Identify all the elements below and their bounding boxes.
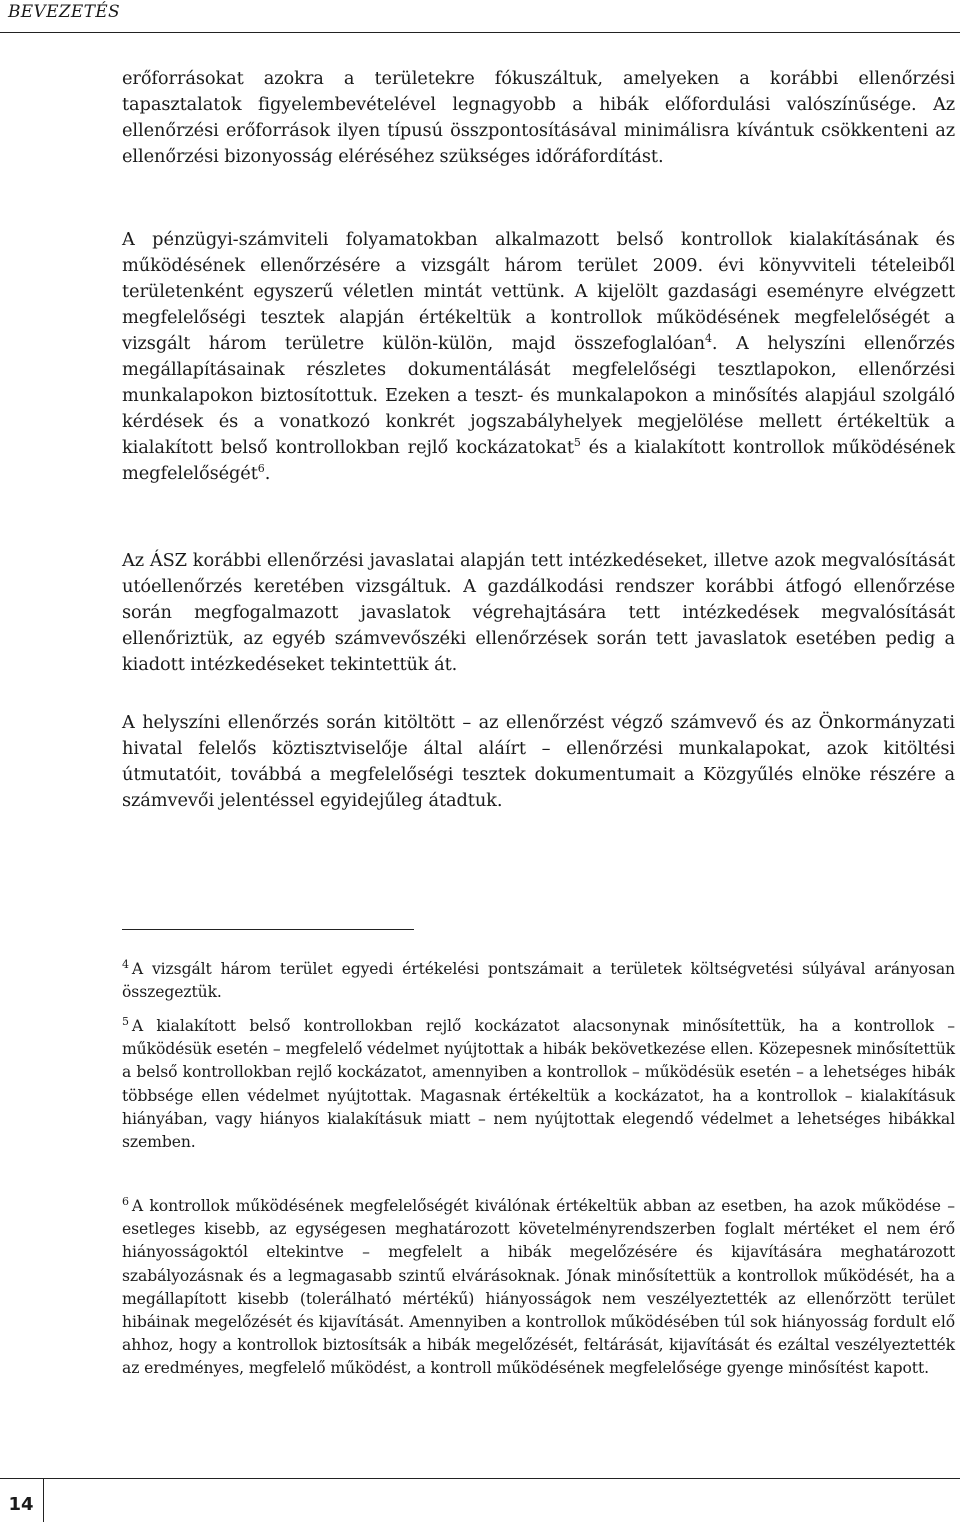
paragraph-text: Az ÁSZ korábbi ellenőrzési javaslatai alapján tett intézkedéseket, illetve azok megvalósítását utóellenőrzés keretében vizsgáltuk. A gazdálkodási rendszer korábbi átfogó ellenőrzése során megfogalmazott javaslatok végrehajtására tett intézkedések megvalósítását ellenőriztük, az egyéb számvevőszéki ellenőrzések során tett javaslatok esetében pedig a kiadott intézkedéseket tekintettük át. <box>122 550 955 675</box>
body-paragraph <box>122 227 955 487</box>
paragraph-text: . <box>264 463 271 484</box>
footnote-text: A vizsgált három terület egyedi értékelési pontszámait a területek költségvetési súlyával arányosan összegeztük. <box>122 960 955 1002</box>
running-header-title: BEVEZETÉS <box>8 2 120 22</box>
footnote-ref-4[interactable]: 4 <box>705 332 712 346</box>
footnote-text: A kialakított belső kontrollokban rejlő kockázatot alacsonynak minősítettük, ha a kontrollok – működésük esetén – megfelelő védelmet nyújtottak a hibák bekövetkezése ellen. Közepesnek minősítettük a belső kontrollokban rejlő kockázatot, amennyiben a kontrollok – működésük esetén – a lehetséges hibák többsége ellen védelmet nyújtottak. Magasnak értékeltük a kockázatot, ha a kontrollok – kialakításuk hiányában, vagy hiányos kialakításuk miatt – nem nyújtottak elegendő védelmet a lehetséges hibákkal szemben. <box>122 1017 955 1152</box>
footer-rule <box>0 1478 960 1479</box>
footnote <box>122 1195 955 1381</box>
body-paragraph <box>122 710 955 814</box>
footnote-number: 4 <box>122 957 129 971</box>
paragraph-text: és a kialakított kontrollok működésének megfelelőségét <box>122 437 956 484</box>
footnote <box>122 1015 955 1154</box>
footnote-separator <box>122 929 414 930</box>
footnote-ref-6[interactable]: 6 <box>257 462 265 476</box>
footnote-ref-5[interactable]: 5 <box>573 436 581 450</box>
page-number-divider <box>43 1479 44 1522</box>
body-paragraph <box>122 548 955 678</box>
page-number: 14 <box>8 1494 34 1515</box>
footnote-number: 6 <box>122 1194 129 1208</box>
paragraph-text: erőforrásokat azokra a területekre fókuszáltuk, amelyeken a korábbi ellenőrzési tapasztalatok figyelembevételével legnagyobb a hibák előfordulási valószínűsége. Az ellenőrzési erőforrások ilyen típusú összpontosításával minimálisra kívántuk csökkenteni az ellenőrzési bizonyosság eléréséhez szükséges időráfordítást. <box>122 68 955 167</box>
paragraph-text: A pénzügyi-számviteli folyamatokban alkalmazott belső kontrollok kialakításának és működésének ellenőrzésére a vizsgált három terület 2009. évi könyvviteli tételeiből területenként egyszerű véletlen mintát vettünk. A kijelölt gazdasági eseményre elvégzett megfelelőségi tesztek alapján értékeltük a kontrollok működésének megfelelőségét a vizsgált három területre külön-külön, majd összefoglalóan <box>122 229 955 354</box>
footnote <box>122 958 955 1004</box>
paragraph-text: A helyszíni ellenőrzés során kitöltött – az ellenőrzést végző számvevő és az Önkormányzati hivatal felelős köztisztviselője által aláírt – ellenőrzési munkalapokat, azok kitöltési útmutatóit, továbbá a megfelelőségi tesztek dokumentumait a Közgyűlés elnöke részére a számvevői jelentéssel egyidejűleg átadtuk. <box>122 712 955 811</box>
header-rule <box>0 32 960 33</box>
paragraph-text: . A helyszíni ellenőrzés megállapításainak részletes dokumentálását megfelelőségi tesztlapokon, ellenőrzési munkalapokon biztosítottuk. Ezeken a teszt- és munkalapokon a minősítés alapjául szolgáló kérdések és a vonatkozó konkrét jogszabályhelyek megjelölése mellett értékeltük a kialakított belső kontrollokban rejlő kockázatokat <box>122 333 955 458</box>
footnote-number: 5 <box>122 1014 129 1028</box>
footnote-text: A kontrollok működésének megfelelőségét kiválónak értékeltük abban az esetben, ha azok működése – esetleges kisebb, az egységesen meghatározott követelményrendszerben foglalt mértéket el nem érő hiányosságoktól eltekintve – megfelelt a hibák megelőzésére és kijavítására meghatározott szabályozásnak és a legmagasabb szintű elvárásoknak. Jónak minősítettük a kontrollok működését, ha a megállapított kisebb (tolerálható mértékű) hiányosságok nem veszélyeztették az ellenőrzött terület hibáinak megelőzését és kijavítását. Amennyiben a kontrollok működésében túl sok hiányosság fordult elő ahhoz, hogy a kontrollok biztosítsák a hibák megelőzését, feltárását, kijavítását és ezáltal veszélyeztették az eredményes, megfelelő működést, a kontroll működésének megfelelősége gyenge minősítést kapott. <box>122 1197 955 1378</box>
body-paragraph <box>122 66 955 170</box>
